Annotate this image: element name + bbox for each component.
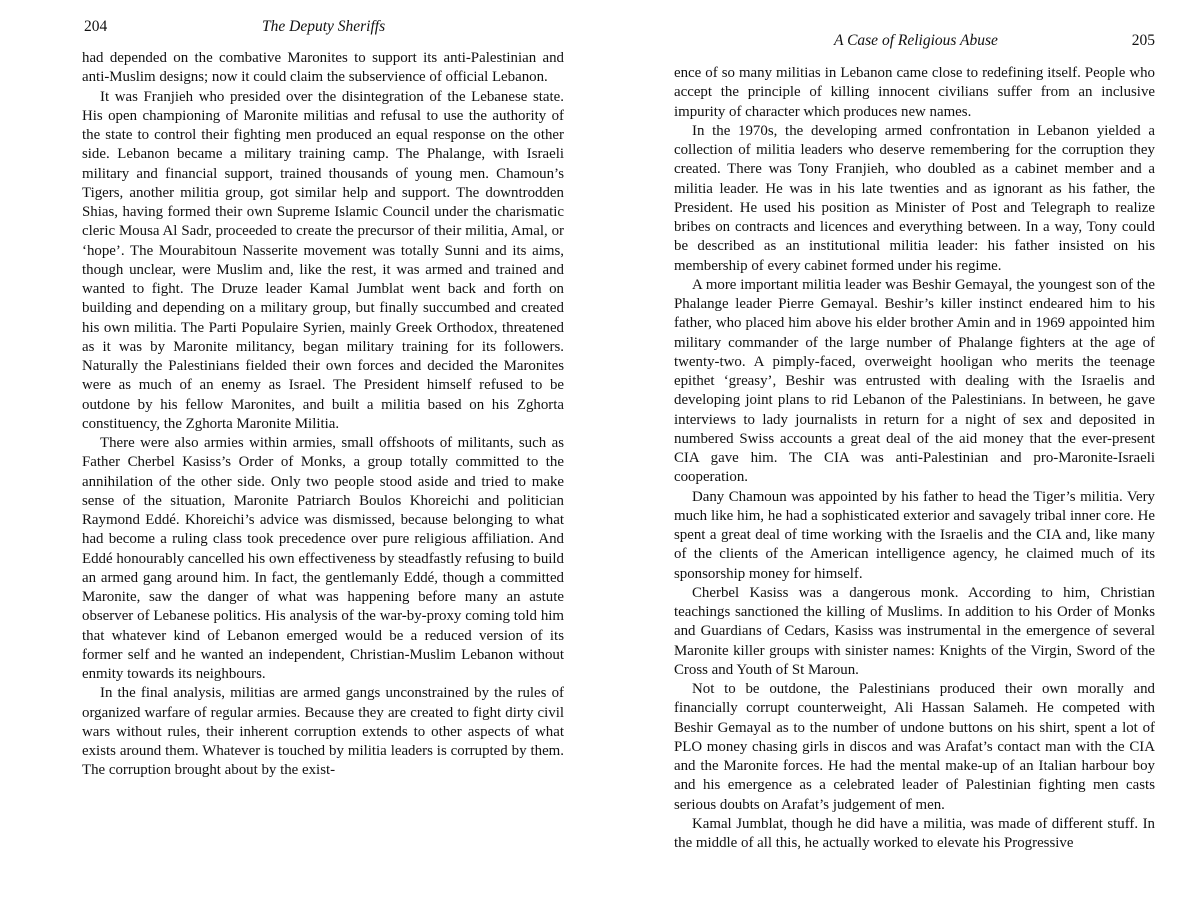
right-paragraph-5: Cherbel Kasiss was a dangerous monk. According to him, Christian teachings sanctioned the killing of Muslims. In addition to his Order of Monks and Guardians of Cedars, Kasiss was instrumental in the emergence of several Maronite killer groups with sinister names: Knights of the Virgin, Sword of the Cross and Youth of St Maroun.	[674, 584, 1155, 678]
left-page-number: 204	[84, 18, 108, 35]
right-paragraph-7: Kamal Jumblat, though he did have a militia, was made of different stuff. In the middle of all this, he actually worked to elevate his Progressive	[674, 815, 1155, 851]
left-running-head	[82, 18, 564, 42]
left-paragraph-2: It was Franjieh who presided over the disintegration of the Lebanese state. His open championing of Maronite militias and refusal to use the authority of the state to control their fighting men produced an equal response on the other side. Lebanon became a military training camp. The Phalange, with Israeli military and financial support, trained thousands of young men. Chamoun’s Tigers, another militia group, got similar help and support. The downtrodden Shias, having formed their own Supreme Islamic Council under the charismatic cleric Mousa Al Sadr, proceeded to create the precursor of their militia, Amal, or ‘hope’. The Mourabitoun Nasserite movement was totally Sunni and its aims, though unclear, were Muslim and, like the rest, it was armed and trained and wanted to fight. The Druze leader Kamal Jumblat went back and forth on building and depending on a military group, but finally succumbed and created his own militia. The Parti Populaire Syrien, mainly Greek Orthodox, threatened as it was by Maronite militancy, began military training for its followers. Naturally the Palestinians fielded their own forces and decided the Maronites were as much of an enemy as Israel. The President himself refused to be outdone by his fellow Maronites, and built a militia based on his Zghorta constituency, the Zghorta Maronite Militia.	[82, 88, 564, 432]
left-running-title: The Deputy Sheriffs	[262, 18, 386, 35]
left-page	[82, 0, 564, 898]
right-page	[674, 0, 1155, 898]
right-running-title: A Case of Religious Abuse	[834, 32, 998, 49]
right-paragraph-2: In the 1970s, the developing armed confrontation in Lebanon yielded a collection of militia leaders who deserve remembering for the corruption they created. There was Tony Franjieh, who doubled as a cabinet member and a militia leader. He was in his late twenties and as ignorant as his father, the President. He used his position as Minister of Post and Telegraph to realize bribes on contracts and licences and everything between. In a way, Tony could be described as an institutional militia leader: his father insisted on his membership of every cabinet formed under his regime.	[674, 122, 1155, 274]
left-body-text	[82, 49, 564, 781]
right-page-number: 205	[1131, 32, 1155, 49]
right-paragraph-6: Not to be outdone, the Palestinians produced their own morally and financially corrupt counterweight, Ali Hassan Salameh. He competed with Beshir Gemayal as to the number of undone buttons on his shirt, spent a lot of PLO money chasing girls in discos and was Arafat’s contact man with the CIA and the Maronite forces. He had the mental make-up of an Italian harbour boy and his emergence as a celebrated leader of Palestinian fighting men casts serious doubts on Arafat’s judgement of men.	[674, 681, 1155, 813]
right-paragraph-3: A more important militia leader was Beshir Gemayal, the youngest son of the Phalange leader Pierre Gemayal. Beshir’s killer instinct endeared him to his father, who placed him above his elder brother Amin and in 1969 appointed him military commander of the large number of Phalange fighters at the age of twenty-two. A pimply-faced, overweight hooligan who merits the teenage epithet ‘greasy’, Beshir was entrusted with dealing with the Israelis and developing joint plans to rid Lebanon of the Palestinians. In between, he gave interviews to lady journalists in return for a night of sex and deposited in numbered Swiss accounts a great deal of the aid money that the ever-present CIA gave him. The CIA was anti-Palestinian and pro-Maronite-Israeli cooperation.	[674, 276, 1155, 486]
left-paragraph-1: had depended on the combative Maronites to support its anti-Palestinian and anti-Muslim designs; now it could claim the subservience of official Lebanon.	[82, 50, 564, 86]
left-paragraph-4: In the final analysis, militias are armed gangs unconstrained by the rules of organized warfare of regular armies. Because they are created to fight dirty civil wars without rules, their inherent corruption extends to other aspects of what exists around them. Whatever is touched by militia leaders is corrupted by them. The corruption brought about by the exist-	[82, 685, 564, 779]
right-paragraph-1: ence of so many militias in Lebanon came close to redefining itself. People who accept the principle of killing innocent civilians suffer from an inclusive impurity of character which produces new names.	[674, 65, 1155, 120]
right-running-head	[674, 32, 1155, 56]
right-body-text	[674, 64, 1155, 853]
left-paragraph-3: There were also armies within armies, small offshoots of militants, such as Father Cherbel Kasiss’s Order of Monks, a group totally committed to the annihilation of the other side. Only two people stood aside and tried to make sense of the situation, Maronite Patriarch Boulos Khoreichi and politician Raymond Eddé. Khoreichi’s advice was dismissed, because belonging to what had become a ruling class took precedence over pure religious affiliation. And Eddé honourably cancelled his own effectiveness by steadfastly refusing to build an armed gang around him. In fact, the gentlemanly Eddé, though a committed Maronite, saw the danger of what was happening before many an astute observer of Lebanese politics. His analysis of the war-by-proxy coming told him that whatever kind of Lebanon emerged would be a reduced version of its former self and he wanted an independent, Christian-Muslim Lebanon without enmity towards its neighbours.	[82, 435, 564, 682]
right-paragraph-4: Dany Chamoun was appointed by his father to head the Tiger’s militia. Very much like him, he had a sophisticated exterior and savagely tribal inner core. He spent a great deal of time working with the Israelis and the CIA and, like many of the clients of the American intelligence agency, he claimed much of its sponsorship money for himself.	[674, 488, 1155, 582]
